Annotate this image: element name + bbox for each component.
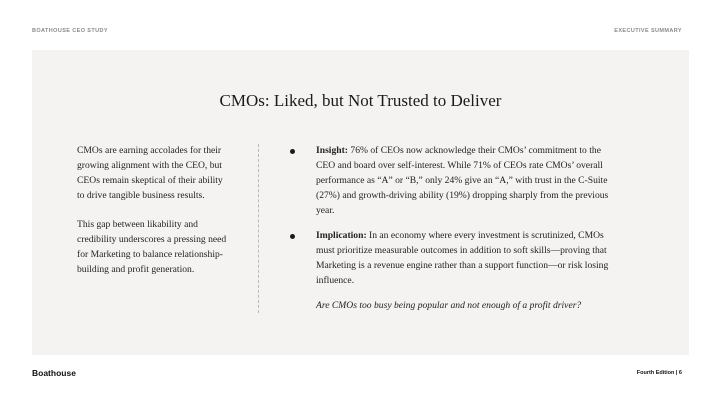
edition-page-number: Fourth Edition | 6 [636,370,682,376]
implication-bullet [290,228,620,288]
insight-text: 76% of CEOs now acknowledge their CMOs’ commitment to the CEO and board over self-interest. While 71% of CEOs rate CMOs’ overall performance as “A” or “B,” only 24% give an “A,” with trust in the C-Suite (27%) and growth-driving ability (19%) dropping sharply from the previous year. [316,145,609,216]
details-column [290,143,620,313]
section-label: EXECUTIVE SUMMARY [614,28,682,34]
brand-logo: Boathouse [32,368,76,378]
study-label: BOATHOUSE CEO STUDY [32,28,108,34]
column-divider [258,144,259,313]
summary-paragraph-2: This gap between likability and credibility underscores a pressing need for Marketing to balance relationship-building and profit generation. [77,219,227,275]
content-panel [32,50,689,355]
closing-question: Are CMOs too busy being popular and not enough of a profit driver? [316,300,582,311]
slide-title: CMOs: Liked, but Not Trusted to Deliver [219,91,502,110]
summary-column [77,143,227,291]
insight-label: Insight: [316,145,348,156]
insight-bullet [290,143,620,218]
implication-label: Implication: [316,230,367,241]
summary-paragraph-1: CMOs are earning accolades for their growing alignment with the CEO, but CEOs remain skeptical of their ability to drive tangible business results. [77,145,223,201]
bullet-dot-icon [290,149,295,154]
bullet-dot-icon [290,234,295,239]
implication-text: In an economy where every investment is scrutinized, CMOs must prioritize measurable outcomes in addition to soft skills—proving that Marketing is a revenue engine rather than a support function—or risk losing influence. [316,230,609,286]
